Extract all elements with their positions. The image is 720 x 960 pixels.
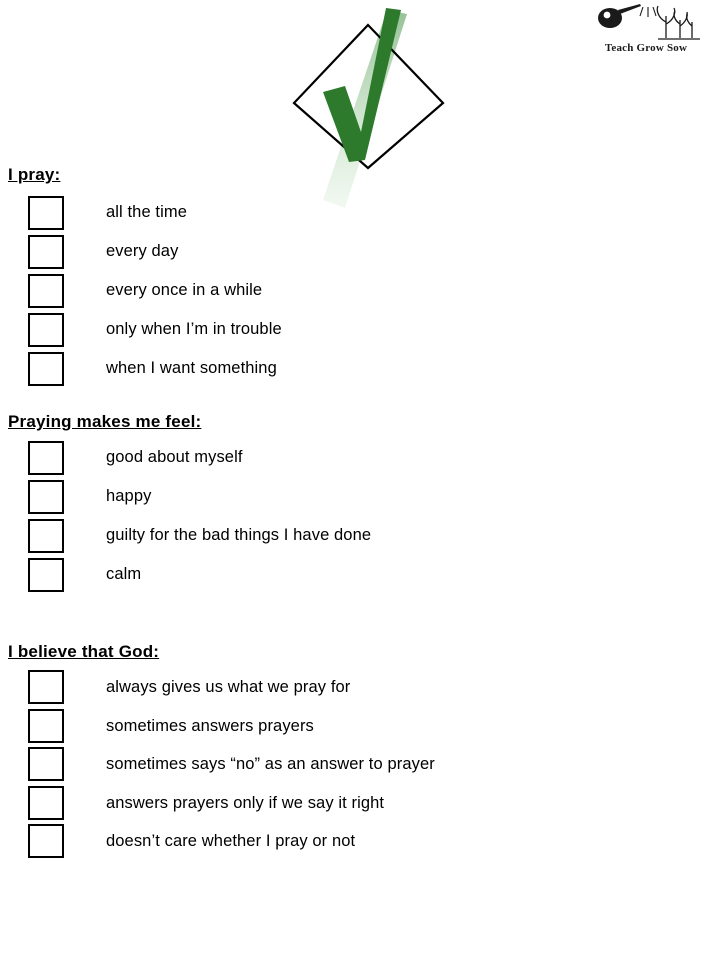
option-label: good about myself — [106, 448, 243, 467]
option-label: calm — [106, 565, 142, 584]
section-title: I pray: — [8, 165, 61, 184]
section-praying-makes-me-feel — [0, 412, 720, 594]
option-label: every day — [106, 242, 179, 261]
checkbox[interactable] — [28, 786, 64, 820]
option-row[interactable] — [0, 745, 720, 784]
option-row[interactable] — [0, 784, 720, 823]
option-row[interactable] — [0, 477, 720, 516]
section-i-believe-that-god — [0, 642, 720, 861]
option-label: answers prayers only if we say it right — [106, 793, 385, 812]
option-label: guilty for the bad things I have done — [106, 526, 372, 545]
checkbox[interactable] — [28, 235, 64, 269]
option-row[interactable] — [0, 438, 720, 477]
option-row[interactable] — [0, 707, 720, 746]
option-label: sometimes answers prayers — [106, 716, 314, 735]
option-label: only when I’m in trouble — [106, 320, 282, 339]
option-row[interactable] — [0, 668, 720, 707]
option-row[interactable] — [0, 271, 720, 310]
option-label: every once in a while — [106, 281, 263, 300]
brand-name: Teach Grow Sow — [604, 42, 688, 54]
option-label: sometimes says “no” as an answer to prayer — [106, 755, 435, 774]
option-row[interactable] — [0, 822, 720, 861]
checkbox[interactable] — [28, 670, 64, 704]
checkbox[interactable] — [28, 519, 64, 553]
option-row[interactable] — [0, 555, 720, 594]
checkbox[interactable] — [28, 824, 64, 858]
option-row[interactable] — [0, 310, 720, 349]
checkbox[interactable] — [28, 441, 64, 475]
checkbox[interactable] — [28, 558, 64, 592]
option-label: all the time — [106, 203, 187, 222]
checkbox[interactable] — [28, 274, 64, 308]
section-i-pray — [0, 165, 720, 388]
option-label: happy — [106, 487, 152, 506]
option-row[interactable] — [0, 193, 720, 232]
section-title: Praying makes me feel: — [8, 412, 202, 431]
option-row[interactable] — [0, 516, 720, 555]
checkbox[interactable] — [28, 313, 64, 347]
section-title: I believe that God: — [8, 642, 160, 661]
checkbox[interactable] — [28, 709, 64, 743]
checkbox[interactable] — [28, 747, 64, 781]
option-row[interactable] — [0, 232, 720, 271]
option-row[interactable] — [0, 349, 720, 388]
option-label: when I want something — [106, 359, 277, 378]
option-label: doesn’t care whether I pray or not — [106, 832, 356, 851]
checkbox[interactable] — [28, 196, 64, 230]
brand-logo — [586, 2, 706, 64]
checkbox[interactable] — [28, 352, 64, 386]
option-label: always gives us what we pray for — [106, 678, 351, 697]
checkbox[interactable] — [28, 480, 64, 514]
